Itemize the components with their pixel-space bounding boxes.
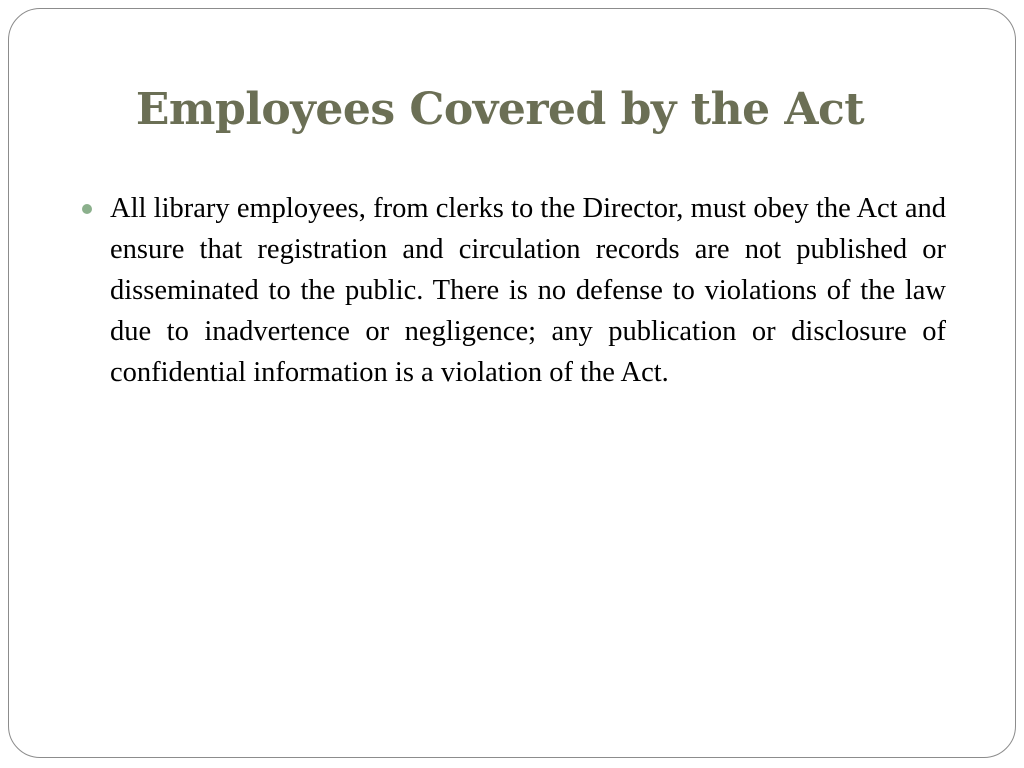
slide-title: Employees Covered by the Act — [135, 84, 865, 135]
bullet-text: All library employees, from clerks to the Director, must obey the Act and ensure that registration and circulation records are not published or disseminated to the public. There is no defense to violations of the law due to inadvertence or negligence; any publication or disclosure of confidential information is a violation of the Act. — [110, 193, 946, 388]
bullet-list — [80, 188, 946, 393]
bullet-item — [80, 188, 946, 393]
bullet-dot-icon — [82, 204, 92, 214]
